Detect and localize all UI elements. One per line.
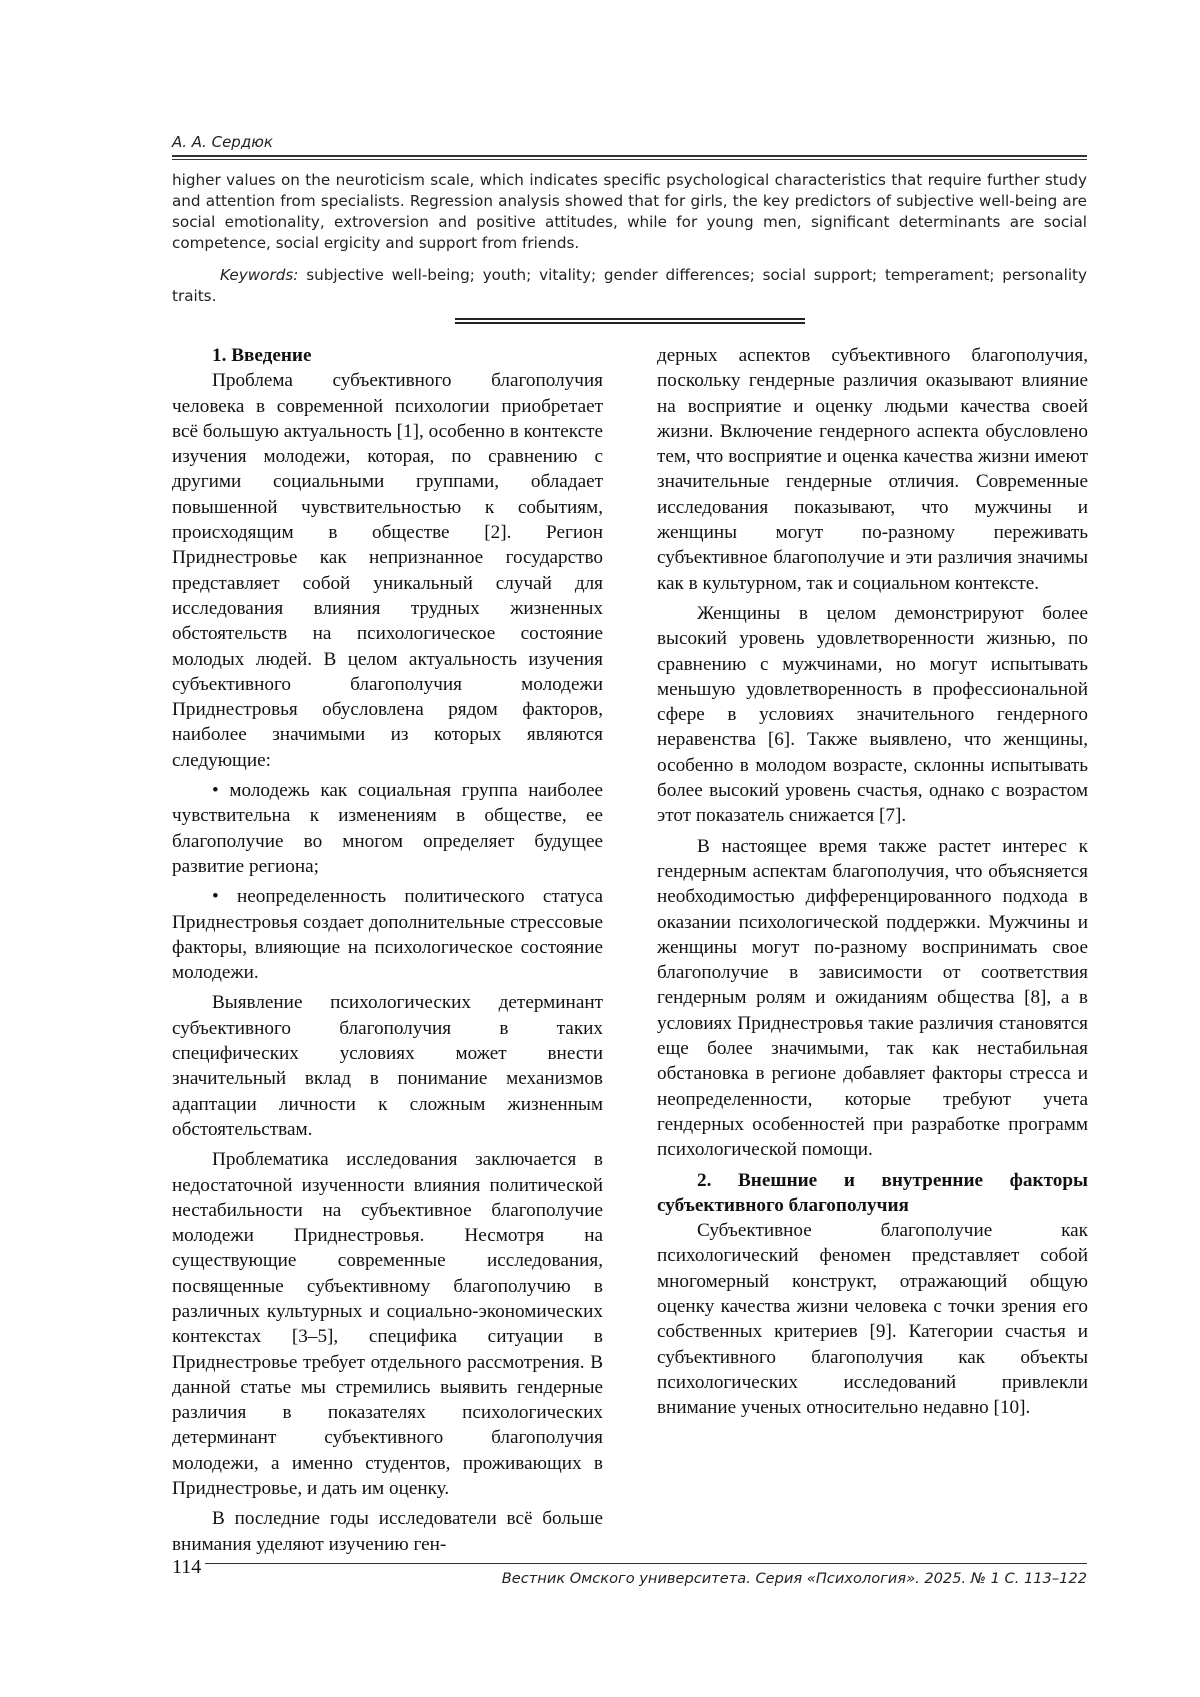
keywords-label: Keywords:: [220, 266, 299, 284]
paragraph: В последние годы исследователи всё больше внимания уделяют изучению ген-: [172, 1508, 603, 1555]
section-heading-factors: 2. Внешние и внутренние факторы субъективного благополучия: [657, 1169, 1088, 1216]
paragraph: Проблема субъективного благополучия человека в современной психологии приобретает всё большую актуальность [1], особенно в контексте изучения молодежи, которая, по сравнению с другими социальными группами, обладает повышенной чувствительностью к событиям, происходящим в обществе [2]. Регион Приднестровье как непризнанное государство представляет собой уникальный случай для исследования влияния трудных жизненных обстоятельств на психологическое состояние молодых людей. В целом актуальность изучения субъективного благополучия молодежи Приднестровья обусловлена рядом факторов, наиболее значимыми из которых являются следующие:: [172, 370, 603, 771]
bullet-item: • молодежь как социальная группа наиболее чувствительна к изменениям в обществе, ее благополучие во многом определяет будущее развитие региона;: [172, 780, 603, 877]
footer-rule: [205, 1563, 1087, 1564]
right-column: [657, 343, 1088, 1420]
keywords-text: subjective well-being; youth; vitality; gender differences; social support; temperament; personality traits.: [172, 266, 1087, 305]
bullet-item: • неопределенность политического статуса Приднестровья создает дополнительные стрессовые факторы, влияющие на психологическое состояние молодежи.: [172, 886, 603, 984]
journal-citation: Вестник Омского университета. Серия «Психология». 2025. № 1 С. 113–122: [501, 1570, 1087, 1587]
paragraph: Субъективное благополучие как психологический феномен представляет собой многомерный конструкт, отражающий общую оценку качества жизни человека с точки зрения его собственных критериев [9]. Категории счастья и субъективного благополучия как объекты психологических исследований привлекли внимание ученых относительно недавно [10].: [657, 1220, 1088, 1419]
header-rule: [172, 155, 1087, 160]
paragraph: Женщины в целом демонстрируют более высокий уровень удовлетворенности жизнью, по сравнению с мужчинами, но могут испытывать меньшую удовлетворенность в профессиональной сфере в условиях значительного гендерного неравенства [6]. Также выявлено, что женщины, особенно в молодом возрасте, склонны испытывать более высокий уровень счастья, однако с возрастом этот показатель снижается [7].: [657, 602, 1088, 827]
abstract-block: [172, 170, 1087, 307]
section-separator: [455, 318, 805, 324]
left-column: [172, 343, 603, 1557]
paragraph: дерных аспектов субъективного благополучия, поскольку гендерные различия оказывают влияние на восприятие и оценку людьми качества своей жизни. Включение гендерного аспекта обусловлено тем, что восприятие и оценка качества жизни имеют значительные гендерные отличия. Современные исследования показывают, что мужчины и женщины могут по-разному переживать субъективное благополучие и эти различия значимы как в культурном, так и социальном контексте.: [657, 345, 1088, 594]
running-header-author: А. А. Сердюк: [172, 133, 273, 151]
abstract-text: higher values on the neuroticism scale, which indicates specific psychological characteristics that require further study and attention from specialists. Regression analysis showed that for girls, the key predictors of subjective well-being are social emotionality, extroversion and positive attitudes, while for young men, significant determinants are social competence, social ergicity and support from friends.: [172, 171, 1087, 252]
paragraph: Выявление психологических детерминант субъективного благополучия в таких специфических условиях может внести значительный вклад в понимание механизмов адаптации личности к сложным жизненным обстоятельствам.: [172, 992, 603, 1140]
keywords-line: [172, 265, 1087, 307]
section-heading-introduction: 1. Введение: [212, 345, 312, 366]
page-number: 114: [172, 1556, 202, 1578]
paragraph: Проблематика исследования заключается в недостаточной изученности влияния политической нестабильности на субъективное благополучие молодежи Приднестровья. Несмотря на существующие современные исследования, посвященные субъективному благополучию в различных культурных и социально-экономических контекстах [3–5], специфика ситуации в Приднестровье требует отдельного рассмотрения. В данной статье мы стремились выявить гендерные различия в показателях психологических детерминант субъективного благополучия молодежи, а именно студентов, проживающих в Приднестровье, и дать им оценку.: [172, 1149, 603, 1500]
paragraph: В настоящее время также растет интерес к гендерным аспектам благополучия, что объясняется необходимостью дифференцированного подхода в оказании психологической поддержки. Мужчины и женщины могут по-разному воспринимать свое благополучие в зависимости от соответствия гендерным ролям и ожиданиям общества [8], а в условиях Приднестровья такие различия становятся еще более значимыми, так как нестабильная обстановка в регионе добавляет факторы стресса и неопределенности, которые требуют учета гендерных особенностей при разработке программ психологической помощи.: [657, 835, 1088, 1161]
